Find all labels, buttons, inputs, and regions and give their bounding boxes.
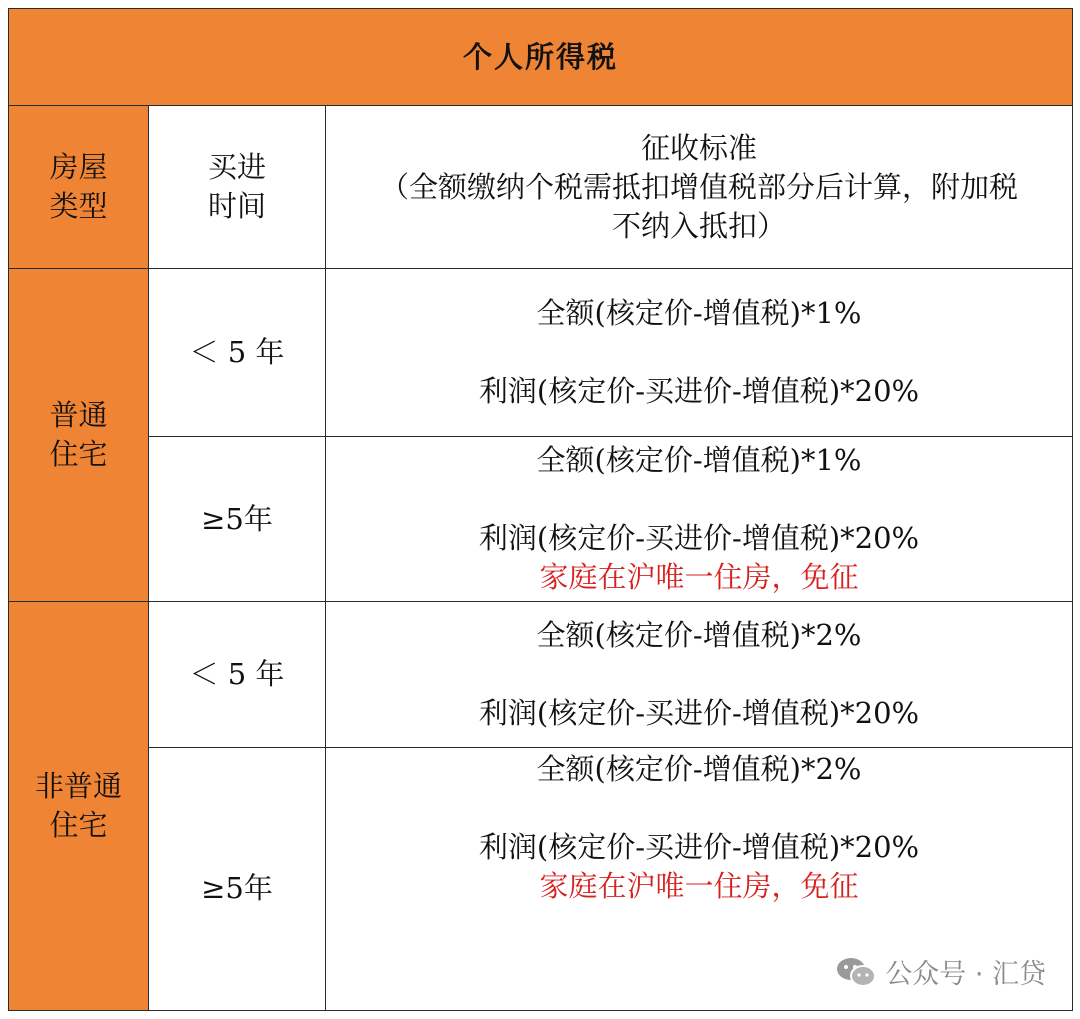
header-buy-time-line2: 时间 <box>207 189 266 223</box>
table-row <box>9 602 1073 748</box>
profit-rule: 利润(核定价-买进价-增值税)*20% <box>478 696 920 730</box>
header-standard-line1: 征收标准 <box>641 130 758 165</box>
buy-time-cell: ＜ 5 年 <box>149 602 326 748</box>
header-buy-time-line1: 买进 <box>207 150 266 184</box>
buy-time-cell: ＜ 5 年 <box>149 269 326 437</box>
house-type-ordinary-line2: 住宅 <box>49 437 108 471</box>
full-amount-rule: 全额(核定价-增值税)*1% <box>536 443 862 477</box>
header-house-type-line1: 房屋 <box>49 150 108 184</box>
header-standard-line3: 不纳入抵扣） <box>612 208 787 243</box>
standard-cell <box>326 602 1073 748</box>
header-house-type <box>9 106 149 269</box>
house-type-ordinary-line1: 普通 <box>49 398 108 432</box>
house-type-ordinary <box>9 269 149 602</box>
tax-table <box>8 8 1073 1011</box>
header-standard <box>326 106 1073 269</box>
exemption-note: 家庭在沪唯一住房，免征 <box>539 869 859 903</box>
profit-rule: 利润(核定价-买进价-增值税)*20% <box>478 521 920 555</box>
profit-rule: 利润(核定价-买进价-增值税)*20% <box>478 374 920 408</box>
profit-rule: 利润(核定价-买进价-增值税)*20% <box>478 830 920 864</box>
full-amount-rule: 全额(核定价-增值税)*1% <box>536 296 862 330</box>
house-type-non-ordinary-line2: 住宅 <box>49 808 108 842</box>
watermark-text: 公众号 · 汇贷 <box>885 959 1046 990</box>
header-standard-line2: （全额缴纳个税需抵扣增值税部分后计算，附加税 <box>380 169 1019 204</box>
full-amount-rule: 全额(核定价-增值税)*2% <box>536 618 862 652</box>
full-amount-rule: 全额(核定价-增值税)*2% <box>536 752 862 786</box>
house-type-non-ordinary <box>9 602 149 1011</box>
table-row <box>9 269 1073 437</box>
standard-cell <box>326 269 1073 437</box>
table-title-row <box>9 9 1073 106</box>
standard-cell <box>326 437 1073 602</box>
header-buy-time <box>149 106 326 269</box>
table-title: 个人所得税 <box>9 9 1073 106</box>
house-type-non-ordinary-line1: 非普通 <box>34 769 122 803</box>
exemption-note: 家庭在沪唯一住房，免征 <box>539 560 859 594</box>
table-row <box>9 437 1073 602</box>
wechat-icon <box>835 956 877 988</box>
header-house-type-line2: 类型 <box>49 189 108 223</box>
buy-time-cell: ≥5年 <box>149 748 326 1011</box>
watermark <box>835 952 1046 991</box>
buy-time-cell: ≥5年 <box>149 437 326 602</box>
header-row <box>9 106 1073 269</box>
